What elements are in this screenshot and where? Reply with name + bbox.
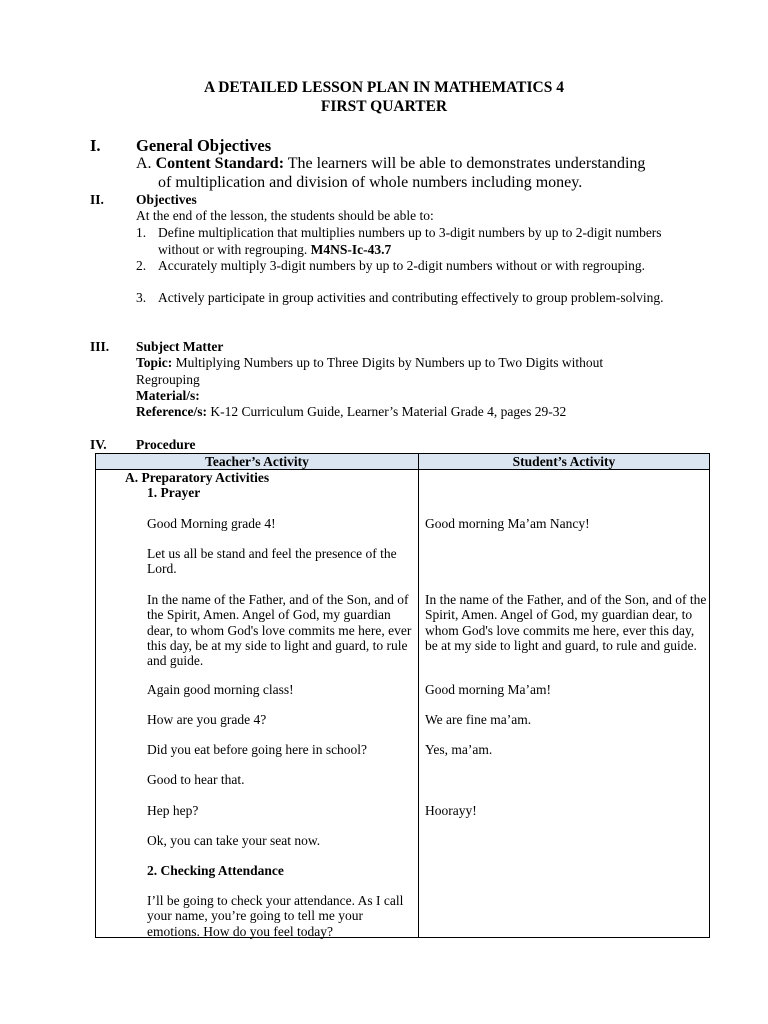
- checking-attendance-heading: 2. Checking Attendance: [147, 863, 284, 878]
- teacher-line: Did you eat before going here in school?: [147, 742, 368, 757]
- topic-text1: Multiplying Numbers up to Three Digits by Numbers up to Two Digits without: [175, 355, 604, 370]
- teacher-line: Hep hep?: [147, 803, 199, 818]
- content-standard-label: Content Standard:: [155, 155, 285, 172]
- materials-label: Material/s:: [136, 388, 200, 403]
- teacher-line: Good Morning grade 4!: [147, 516, 276, 531]
- content-standard-text2: of multiplication and division of whole numbers including money.: [158, 174, 583, 191]
- procedure-table-header: [96, 454, 710, 470]
- topic-line1: [136, 355, 603, 371]
- procedure-table-row: [96, 470, 710, 938]
- teacher-line: Again good morning class!: [147, 682, 294, 697]
- section-1-title: General Objectives: [136, 136, 272, 155]
- document-title: A DETAILED LESSON PLAN IN MATHEMATICS 4: [203, 79, 564, 96]
- prayer-heading: 1. Prayer: [147, 485, 201, 500]
- content-standard-letter: A.: [136, 155, 152, 172]
- objective-1-code: M4NS-Ic-43.7: [310, 241, 392, 257]
- preparatory-activities-heading: A. Preparatory Activities: [125, 470, 270, 485]
- teacher-line: Let us all be stand and feel the presence of the Lord.: [147, 546, 397, 577]
- objective-2-number: 2.: [136, 258, 147, 273]
- teacher-activity-header: Teacher’s Activity: [96, 454, 419, 470]
- section-3-number: III.: [90, 339, 110, 354]
- section-4-title: Procedure: [136, 437, 196, 452]
- student-line: We are fine ma’am.: [425, 712, 532, 727]
- teacher-line: In the name of the Father, and of the Son, and of the Spirit, Amen. Angel of God, my guardian dear, to whom God's love commits me here, ever this day, be at my side to light and guard, to rule and guide.: [147, 592, 412, 669]
- reference-label: Reference/s:: [136, 404, 207, 419]
- section-3-title: Subject Matter: [136, 339, 224, 354]
- student-line: Yes, ma’am.: [425, 742, 493, 757]
- procedure-table: [95, 453, 710, 938]
- document-subtitle: FIRST QUARTER: [320, 98, 448, 115]
- objective-2-text: Accurately multiply 3-digit numbers by up to 2-digit numbers without or with regrouping.: [158, 258, 646, 273]
- section-4-number: IV.: [90, 437, 107, 452]
- section-2-number: II.: [90, 192, 104, 207]
- student-activity-cell: [419, 470, 710, 938]
- section-1-number: I.: [90, 136, 101, 155]
- topic-text2: Regrouping: [136, 372, 200, 387]
- objective-3-number: 3.: [136, 290, 147, 305]
- teacher-line: Good to hear that.: [147, 772, 245, 787]
- student-activity-header: Student’s Activity: [419, 454, 710, 470]
- section-2-title: Objectives: [136, 192, 197, 207]
- reference-text: K-12 Curriculum Guide, Learner’s Material Grade 4, pages 29-32: [210, 404, 567, 419]
- reference-line: [136, 404, 566, 420]
- teacher-activity-cell: [96, 470, 419, 938]
- content-standard-line1: [136, 155, 645, 173]
- student-line: Good morning Ma’am Nancy!: [425, 516, 590, 531]
- content-standard-text1: The learners will be able to demonstrates understanding: [287, 155, 646, 172]
- student-line: Good morning Ma’am!: [425, 682, 551, 697]
- objective-1-text: Define multiplication that multiplies numbers up to 3-digit numbers by up to 2-digit numbers without or with regrouping. M4NS-Ic-43.7: [158, 225, 662, 257]
- student-line: In the name of the Father, and of the Son, and of the Spirit, Amen. Angel of God, my guardian dear, to whom God's love commits me here, ever this day, be at my side to light and guard, to rule and guide.: [425, 592, 707, 653]
- teacher-line: How are you grade 4?: [147, 712, 267, 727]
- objective-1-number: 1.: [136, 225, 147, 240]
- topic-label: Topic:: [136, 355, 173, 370]
- teacher-line: I’ll be going to check your attendance. As I call your name, you’re going to tell me your emotions. How do you feel today?: [147, 893, 404, 939]
- teacher-line: Ok, you can take your seat now.: [147, 833, 321, 848]
- student-line: Hoorayy!: [425, 803, 477, 818]
- objectives-intro: At the end of the lesson, the students should be able to:: [136, 208, 434, 223]
- objective-3-text: Actively participate in group activities and contributing effectively to group problem-solving.: [158, 290, 664, 305]
